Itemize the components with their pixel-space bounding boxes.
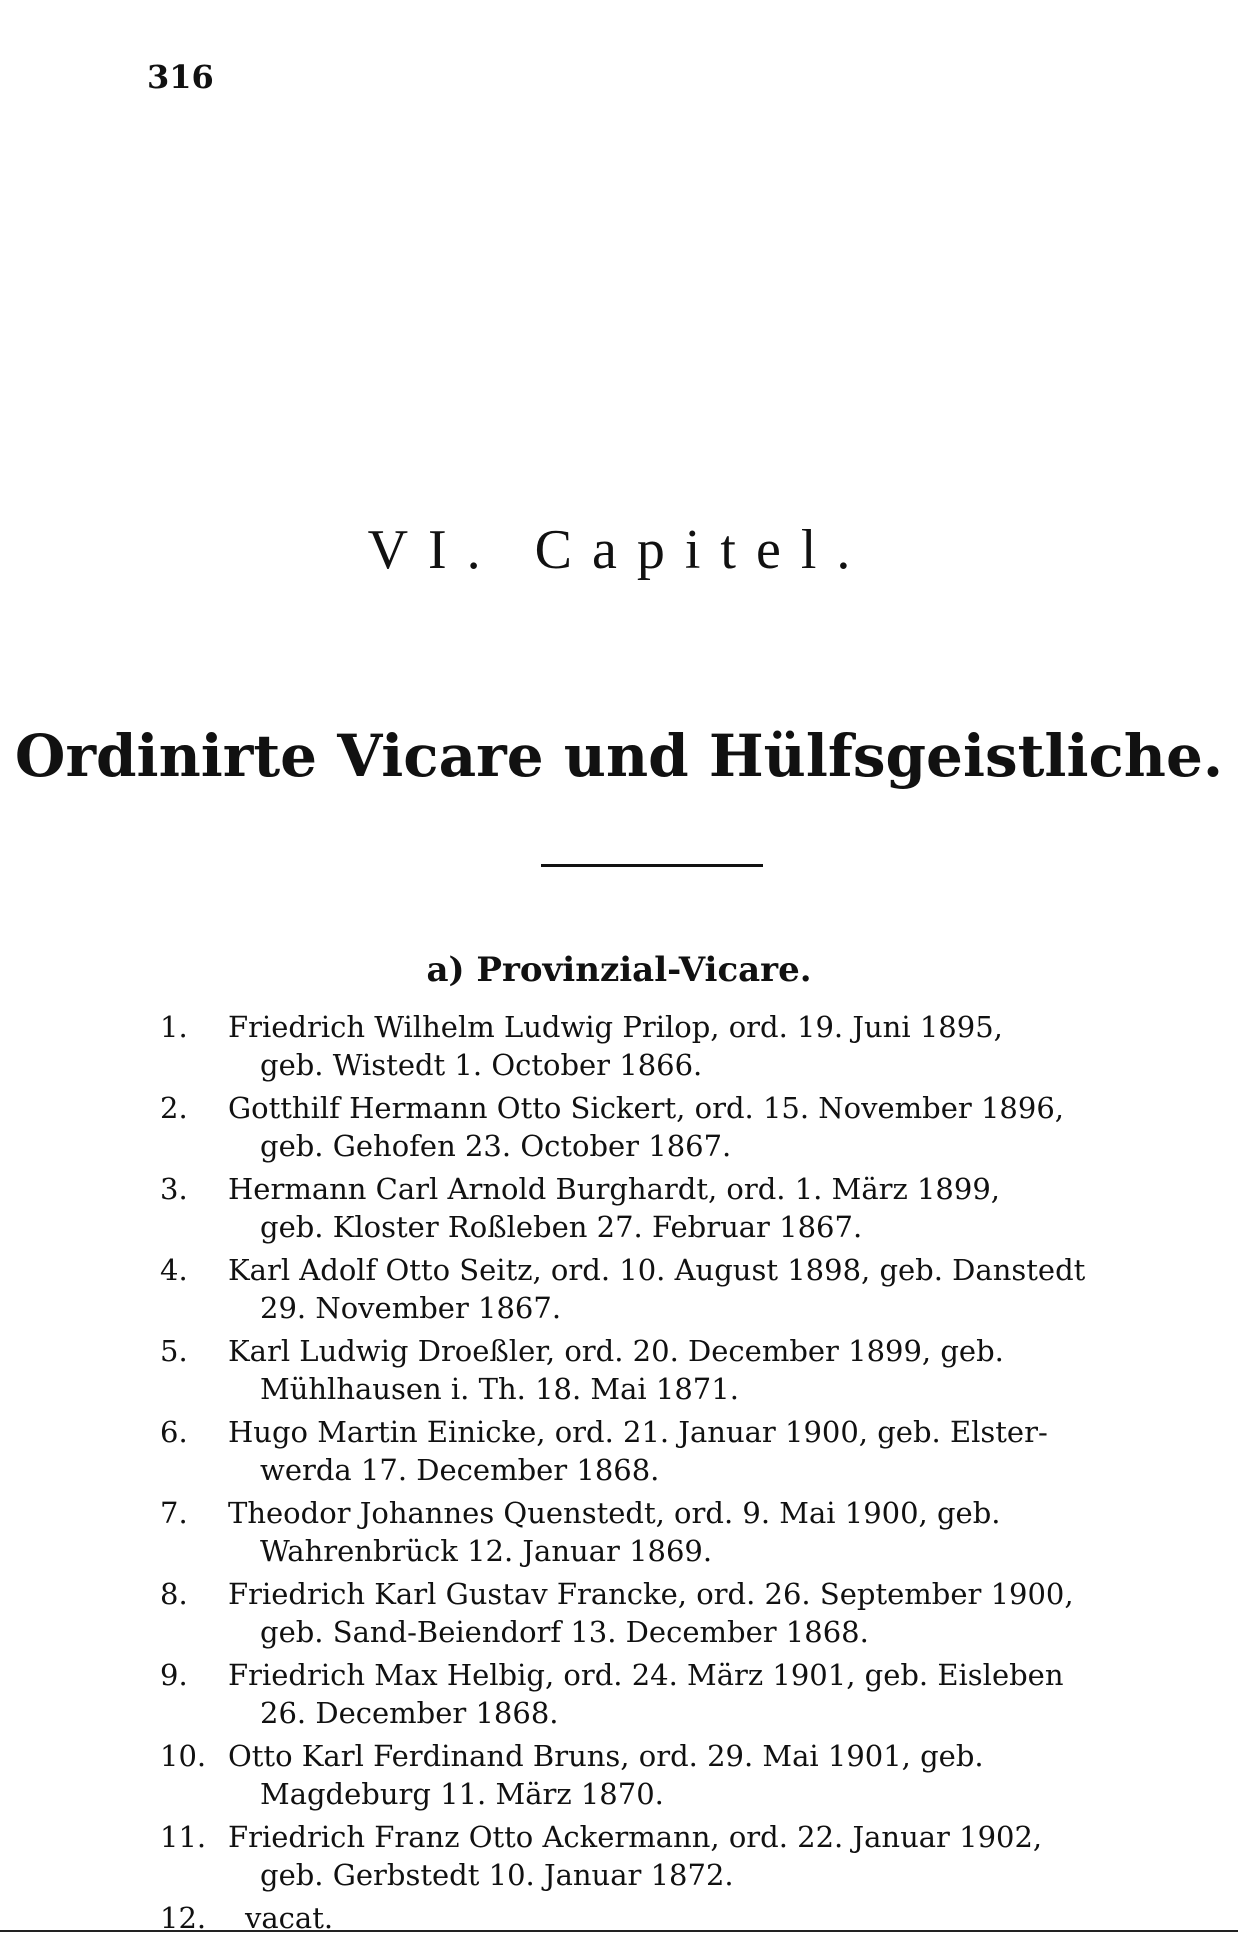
entry-text: Gotthilf Hermann Otto Sickert, ord. 15. November 1896, <box>228 1091 1064 1125</box>
entry-number: 10. <box>160 1739 207 1773</box>
entry-number: 4. <box>160 1253 188 1287</box>
list-item <box>160 1577 1160 1658</box>
entry-text: Karl Adolf Otto Seitz, ord. 10. August 1898, geb. Danstedt <box>228 1253 1086 1287</box>
entry-continuation: geb. Gehofen 23. October 1867. <box>260 1129 732 1163</box>
title-divider <box>541 864 763 867</box>
list-item <box>160 1334 1160 1415</box>
entry-text: Hugo Martin Einicke, ord. 21. Januar 1900, geb. Elster- <box>228 1415 1048 1449</box>
entry-number: 5. <box>160 1334 188 1368</box>
entry-number: 3. <box>160 1172 188 1206</box>
entry-continuation: 26. December 1868. <box>260 1696 559 1730</box>
entry-continuation: Mühlhausen i. Th. 18. Mai 1871. <box>260 1372 739 1406</box>
entry-text: Friedrich Karl Gustav Francke, ord. 26. September 1900, <box>228 1577 1074 1611</box>
entry-number: 8. <box>160 1577 188 1611</box>
list-item <box>160 1172 1160 1253</box>
list-item <box>160 1901 1160 1941</box>
entry-number: 6. <box>160 1415 188 1449</box>
chapter-heading: VI. Capitel. <box>367 519 871 581</box>
entry-continuation: geb. Wistedt 1. October 1866. <box>260 1048 703 1082</box>
entry-number: 11. <box>160 1820 207 1854</box>
list-item <box>160 1091 1160 1172</box>
entry-continuation: geb. Sand-Beiendorf 13. December 1868. <box>260 1615 869 1649</box>
entry-continuation: geb. Kloster Roßleben 27. Februar 1867. <box>260 1210 863 1244</box>
chapter-title: Ordinirte Vicare und Hülfsgeistliche. <box>14 722 1224 790</box>
entry-text: Theodor Johannes Quenstedt, ord. 9. Mai 1900, geb. <box>228 1496 1001 1530</box>
list-item <box>160 1658 1160 1739</box>
section-heading: a) Provinzial-Vicare. <box>426 950 812 990</box>
entry-text: Friedrich Wilhelm Ludwig Prilop, ord. 19. Juni 1895, <box>228 1010 1003 1044</box>
entry-text: Hermann Carl Arnold Burghardt, ord. 1. März 1899, <box>228 1172 1000 1206</box>
entry-number: 2. <box>160 1091 188 1125</box>
entry-number: 7. <box>160 1496 188 1530</box>
entry-text: Friedrich Franz Otto Ackermann, ord. 22. Januar 1902, <box>228 1820 1043 1854</box>
bottom-divider <box>0 1930 1238 1932</box>
list-item <box>160 1010 1160 1091</box>
entry-continuation: 29. November 1867. <box>260 1291 562 1325</box>
entry-text: Friedrich Max Helbig, ord. 24. März 1901, geb. Eisleben <box>228 1658 1064 1692</box>
entry-number: 1. <box>160 1010 188 1044</box>
entry-number: 12. <box>160 1901 207 1935</box>
list-item <box>160 1415 1160 1496</box>
entry-list <box>160 1010 1160 1941</box>
entry-text: vacat. <box>245 1901 334 1935</box>
entry-number: 9. <box>160 1658 188 1692</box>
list-item <box>160 1253 1160 1334</box>
page-number: 316 <box>147 58 214 96</box>
list-item <box>160 1496 1160 1577</box>
list-item <box>160 1820 1160 1901</box>
entry-text: Karl Ludwig Droeßler, ord. 20. December 1899, geb. <box>228 1334 1004 1368</box>
entry-continuation: geb. Gerbstedt 10. Januar 1872. <box>260 1858 734 1892</box>
list-item <box>160 1739 1160 1820</box>
entry-continuation: Magdeburg 11. März 1870. <box>260 1777 664 1811</box>
entry-continuation: werda 17. December 1868. <box>260 1453 660 1487</box>
entry-continuation: Wahrenbrück 12. Januar 1869. <box>260 1534 713 1568</box>
entry-text: Otto Karl Ferdinand Bruns, ord. 29. Mai 1901, geb. <box>228 1739 984 1773</box>
